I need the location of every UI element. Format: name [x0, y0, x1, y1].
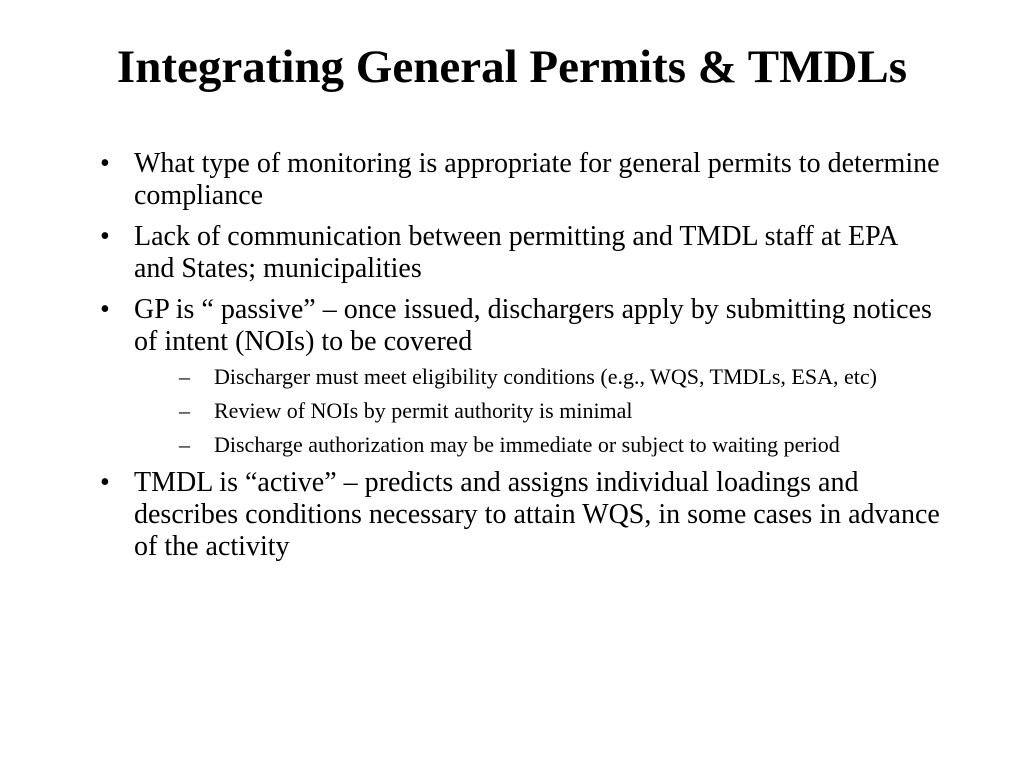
bullet-item — [100, 148, 940, 212]
bullet-list — [100, 148, 940, 563]
sub-bullet-text: Discharge authorization may be immediate or subject to waiting period — [214, 432, 840, 457]
bullet-item — [100, 294, 940, 458]
slide-title: Integrating General Permits & TMDLs — [116, 41, 908, 93]
sub-bullet-item — [134, 364, 940, 390]
bullet-item — [100, 467, 940, 563]
sub-bullet-item — [134, 432, 940, 458]
dash-icon: – — [179, 432, 190, 457]
bullet-icon: • — [100, 221, 110, 252]
bullet-text: Lack of communication between permitting and TMDL staff at EPA and States; municipalities — [134, 221, 897, 284]
bullet-icon: • — [100, 148, 110, 179]
bullet-text: What type of monitoring is appropriate for general permits to determine compliance — [134, 148, 940, 211]
slide-content — [100, 148, 940, 572]
dash-icon: – — [179, 398, 190, 423]
sub-bullet-list — [134, 364, 940, 458]
dash-icon: – — [179, 364, 190, 389]
sub-bullet-item — [134, 398, 940, 424]
sub-bullet-text: Review of NOIs by permit authority is minimal — [214, 398, 633, 423]
bullet-text: TMDL is “active” – predicts and assigns individual loadings and describes conditions necessary to attain WQS, in some cases in advance of the activity — [134, 467, 940, 562]
bullet-text: GP is “ passive” – once issued, dischargers apply by submitting notices of intent (NOIs) to be covered — [134, 294, 932, 357]
bullet-icon: • — [100, 467, 110, 498]
bullet-icon: • — [100, 294, 110, 325]
sub-bullet-text: Discharger must meet eligibility conditions (e.g., WQS, TMDLs, ESA, etc) — [214, 364, 877, 389]
bullet-item — [100, 221, 940, 285]
